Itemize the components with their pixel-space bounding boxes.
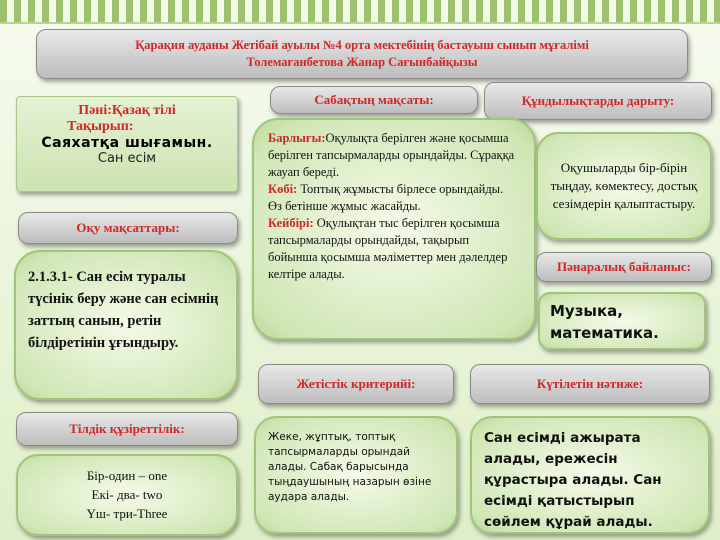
criteria-heading-text: Жетістік критерийі: xyxy=(296,376,416,391)
learning-goals-heading xyxy=(18,212,238,244)
learning-goals-body xyxy=(14,250,238,400)
values-heading-text: Құндылықтарды дарыту: xyxy=(521,93,675,108)
interdisciplinary-text: Музыка, математика. xyxy=(550,302,659,342)
interdisciplinary-body xyxy=(538,292,706,350)
criteria-text: Жеке, жұптық, топтық тапсырмаларды орындай алады. Сабақ барысында тыңдаушының назарын өзіне аудара алады. xyxy=(268,431,432,503)
most-label: Көбі: xyxy=(268,182,298,196)
expected-heading-text: Күтілетін нәтиже: xyxy=(536,376,644,391)
expected-heading xyxy=(470,364,710,404)
topic-label: Тақырып: xyxy=(67,119,134,134)
language-line-3: Үш- три-Three xyxy=(86,506,168,521)
expected-body xyxy=(470,416,710,534)
lesson-goal-heading-text: Сабақтың мақсаты: xyxy=(314,92,434,107)
interdisciplinary-heading-text: Пәнаралық байланыс: xyxy=(557,259,691,274)
learning-goals-text: 2.1.3.1- Сан есім туралы түсінік беру және сан есімнің заттың санын, ретін білдіретінін ұғындыру. xyxy=(28,269,219,351)
most-text: Топтық жұмысты бірлесе орындайды. Өз бетінше жұмыс жасайды. xyxy=(268,182,504,213)
all-label: Барлығы: xyxy=(268,131,326,145)
topic-title: Саяхатқа шығамын. xyxy=(41,135,213,151)
lesson-goal-body xyxy=(252,118,536,340)
header-line-1: Қарақия ауданы Жетібай ауылы №4 орта мектебінің бастауыш сынып мұғалімі xyxy=(135,38,589,52)
learning-goals-heading-text: Оқу мақсаттары: xyxy=(76,220,180,235)
values-heading xyxy=(484,82,712,120)
interdisciplinary-heading xyxy=(536,252,712,282)
all-text: Оқулықта берілген және қосымша берілген тапсырмаларды орындайды. Сұраққа жауап береді. xyxy=(268,131,515,179)
some-text: Оқулықтан тыс берілген қосымша тапсырмаларды орындайды, тақырып бойынша қосымша мәліметтер мен дәлелдер келтіре алады. xyxy=(268,216,508,281)
lesson-goal-heading xyxy=(270,86,478,114)
subject-line: Пәні:Қазақ тілі xyxy=(78,103,176,118)
subject-box xyxy=(16,96,238,192)
values-body xyxy=(536,132,712,240)
language-heading-text: Тілдік құзіреттілік: xyxy=(69,421,185,436)
language-line-2: Екі- два- two xyxy=(91,487,163,502)
language-body xyxy=(16,454,238,536)
subtopic: Сан есім xyxy=(97,151,157,166)
header-line-2: Толемағанбетова Жанар Сағынбайқызы xyxy=(246,55,478,69)
values-text: Оқушыларды бір-бірін тыңдау, көмектесу, достық сезімдерін қалыптастыру. xyxy=(550,160,698,211)
header-banner xyxy=(36,29,688,79)
some-label: Кейбірі: xyxy=(268,216,314,230)
language-line-1: Бір-один – one xyxy=(86,468,168,483)
language-heading xyxy=(16,412,238,446)
criteria-heading xyxy=(258,364,454,404)
expected-text: Сан есімді ажырата алады, ережесін құрастыра алады. Сан есімді қатыстырып сөйлем құрай алады. xyxy=(484,430,662,530)
criteria-body xyxy=(254,416,458,534)
spiral-binding xyxy=(0,0,720,24)
